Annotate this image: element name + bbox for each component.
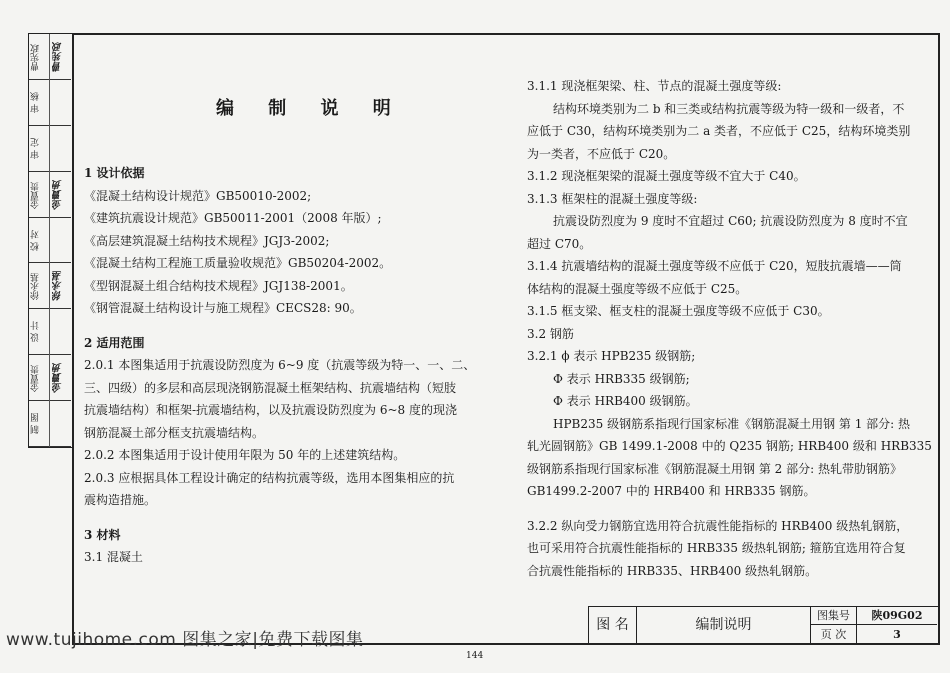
signature-cell: [29, 126, 71, 172]
strip-divider: [49, 80, 50, 126]
signature-cell: [29, 401, 71, 447]
text-line: 《建筑抗震设计规范》GB50011-2001（2008 年版）;: [84, 211, 382, 225]
signature-role-label: 校 对: [31, 230, 41, 251]
text-line: HPB235 级钢筋系指现行国家标准《钢筋混凝土用钢 第 1 部分: 热: [553, 416, 911, 431]
atlas-number: 陕09G02: [857, 607, 937, 625]
title-block-label: 图 名: [589, 607, 637, 644]
signature-role-label: 审 核: [31, 92, 41, 114]
text-line: 震构造措施。: [84, 493, 157, 507]
text-line: 2 适用范围: [84, 335, 145, 350]
text-line: 也可采用符合抗震性能指标的 HRB335 级热轧钢筋; 箍筋宜选用符合复: [527, 541, 906, 555]
strip-divider: [49, 218, 50, 264]
text-line: 《混凝土结构设计规范》GB50010-2002;: [84, 188, 312, 203]
text-line: 为一类者，不应低于 C20。: [527, 146, 676, 161]
strip-divider: [49, 401, 50, 447]
text-line: 合抗震性能指标的 HRB335、HRB400 级热轧钢筋。: [527, 563, 818, 578]
signature-role-label: 金賣贵: [31, 364, 41, 392]
text-line: [84, 512, 494, 524]
signature-role-label: 制 图: [31, 413, 41, 435]
atlas-number-label: 图集号: [811, 607, 857, 625]
signature-cell: [29, 34, 71, 80]
text-line: 《高层建筑混凝土结构技术规程》JGJ3-2002;: [84, 233, 330, 248]
signature: 金賣贵: [53, 179, 64, 210]
signature: 曹宪政: [53, 41, 64, 72]
text-line: 抗震设防烈度为 9 度时不宜超过 C60; 抗震设防烈度为 8 度时不宜: [553, 214, 908, 228]
text-line: 3.1.3 框架柱的混凝土强度等级:: [527, 191, 698, 206]
strip-divider: [49, 172, 50, 218]
text-line: GB1499.2-2007 中的 HRB400 和 HRB335 钢筋。: [527, 484, 816, 498]
text-line: 超过 C70。: [527, 236, 592, 251]
text-line: 钢筋混凝土部分框支抗震墙结构。: [84, 425, 265, 440]
text-line: [527, 503, 927, 515]
text-line: 2.0.1 本图集适用于抗震设防烈度为 6~9 度（抗震等级为特一、一、二、: [84, 358, 476, 372]
signature-role-label: 金賣贵: [31, 181, 41, 209]
text-line: 2.0.2 本图集适用于设计使用年限为 50 年的上述建筑结构。: [84, 448, 406, 462]
title-block: [588, 606, 938, 644]
signature-role-label: 徐永基: [31, 272, 41, 300]
strip-divider: [49, 355, 50, 401]
signature-role-label: 审 定: [31, 138, 41, 160]
right-column: [527, 75, 932, 582]
signature: 徐永基: [53, 271, 64, 302]
text-line: 《混凝土结构工程施工质量验收规范》GB50204-2002。: [84, 256, 392, 270]
text-line: 《型钢混凝土组合结构技术规程》JGJ138-2001。: [84, 278, 353, 293]
signature-role-label: 设 计: [31, 321, 41, 343]
text-line: 应低于 C30，结构环境类别为二 a 类者，不应低于 C25，结构环境类别: [527, 124, 911, 138]
text-line: [84, 320, 494, 332]
text-line: 3.1 混凝土: [84, 550, 143, 564]
signature-cell: [29, 172, 71, 218]
page-no: 3: [893, 628, 901, 641]
text-line: 3.2.1 ϕ 表示 HPB235 级钢筋;: [527, 349, 696, 363]
text-line: 级钢筋系指现行国家标准《钢筋混凝土用钢 第 2 部分: 热轧带肋钢筋》: [527, 461, 902, 476]
text-line: 1 设计依据: [84, 166, 145, 180]
signature: 金賣贵: [53, 363, 64, 394]
text-line: 结构环境类别为二 b 和三类或结构抗震等级为特一级和一级者，不: [553, 101, 905, 116]
text-line: 3.1.2 现浇框架梁的混凝土强度等级不宜大于 C40。: [527, 169, 806, 183]
page-label: 页 次: [811, 625, 857, 644]
signature-cell: [29, 263, 71, 309]
signature-cell: [29, 309, 71, 355]
drawing-name: 编制说明: [637, 607, 811, 644]
text-line: 3.2.2 纵向受力钢筋宜选用符合抗震性能指标的 HRB400 级热轧钢筋，: [527, 518, 909, 533]
text-line: 3.1.4 抗震墙结构的混凝土强度等级不应低于 C20，短肢抗震墙——筒: [527, 259, 902, 273]
signature-cell: [29, 218, 71, 264]
strip-divider: [49, 126, 50, 172]
text-line: Ф 表示 HRB335 级钢筋;: [553, 371, 690, 386]
text-line: 3 材料: [84, 527, 121, 542]
strip-divider: [49, 309, 50, 355]
text-line: 3.1.1 现浇框架梁、柱、节点的混凝土强度等级:: [527, 79, 782, 93]
signature-cell: [29, 355, 71, 401]
text-line: 三、四级）的多层和高层现浇钢筋混凝土框架结构、抗震墙结构（短肢: [84, 380, 457, 395]
text-line: 《钢管混凝土结构设计与施工规程》CECS28: 90。: [84, 301, 362, 315]
page-number: 144: [466, 651, 484, 661]
page-title: 编 制 说 明: [216, 98, 405, 119]
text-line: 3.2 钢筋: [527, 326, 574, 341]
text-line: 轧光圆钢筋》GB 1499.1-2008 中的 Q235 钢筋; HRB400 级和 HRB335: [527, 439, 932, 453]
strip-divider: [49, 263, 50, 309]
watermark: www.tujihome.com 图集之家|免费下载图集: [6, 630, 364, 650]
strip-divider: [49, 34, 50, 80]
signature-strip: [28, 33, 72, 448]
signature-cell: [29, 80, 71, 126]
signature-role-label: 曹宪政: [31, 43, 41, 71]
left-column: [84, 162, 494, 569]
text-line: Ф 表示 HRB400 级钢筋。: [553, 394, 698, 408]
text-line: 3.1.5 框支梁、框支柱的混凝土强度等级不应低于 C30。: [527, 304, 830, 318]
text-line: 体结构的混凝土强度等级不应低于 C25。: [527, 281, 748, 296]
text-line: 抗震墙结构）和框架-抗震墙结构，以及抗震设防烈度为 6~8 度的现浇: [84, 403, 458, 417]
text-line: 2.0.3 应根据具体工程设计确定的结构抗震等级，选用本图集相应的抗: [84, 470, 455, 485]
